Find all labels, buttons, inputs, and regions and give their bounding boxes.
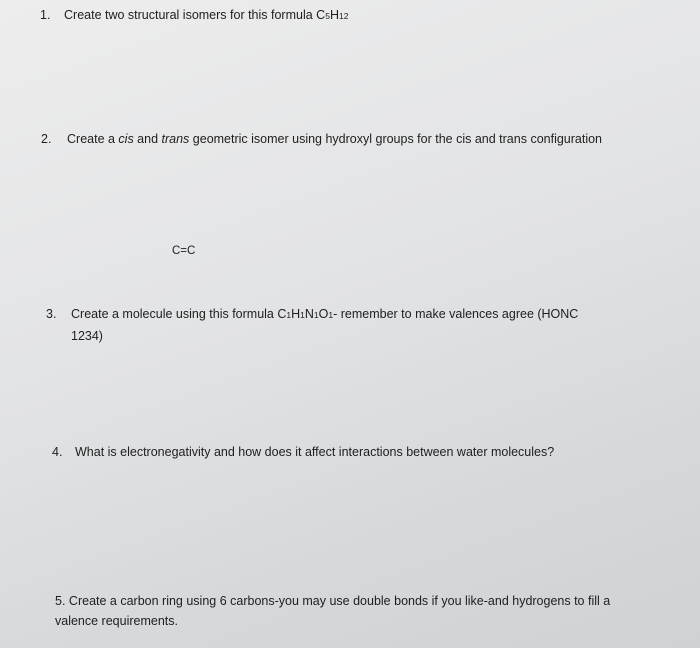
question-text: What is electronegativity and how does it affect interactions between water molecules? [75, 445, 555, 459]
question-number: 2. [41, 132, 52, 146]
emphasis-cis: cis [118, 132, 134, 146]
question-number: 4. [52, 445, 63, 459]
question-number: 5. [55, 594, 66, 608]
subscript: 5 [325, 11, 330, 21]
subscript: 1 [300, 310, 305, 320]
question-4 [52, 443, 554, 462]
emphasis-trans: trans [161, 132, 190, 146]
question-text: Create two structural isomers for this formula C5H12 [64, 8, 349, 22]
question-5 [55, 591, 610, 631]
subscript: 1 [286, 310, 292, 320]
question-text: Create a molecule using this formula C1H1N1O1- remember to make valences agree (HONC [71, 307, 579, 321]
question-1 [40, 6, 348, 26]
question-text-continuation: 1234) [71, 329, 103, 343]
question-text: 5. Create a carbon ring using 6 carbons-you may use double bonds if you like-and hydrogens to fill a [55, 594, 611, 608]
question-number: 1. [40, 8, 51, 22]
subscript: 1 [328, 310, 334, 320]
question-number: 3. [46, 307, 57, 321]
question-text: Create a cis and trans geometric isomer using hydroxyl groups for the cis and trans configuration [67, 132, 603, 146]
question-3 [46, 305, 578, 346]
question-text-continuation: valence requirements. [55, 614, 178, 628]
subscript: 1 [313, 310, 319, 320]
double-bond-formula: C=C [172, 245, 196, 257]
subscript: 12 [338, 11, 349, 21]
question-2 [41, 130, 602, 149]
